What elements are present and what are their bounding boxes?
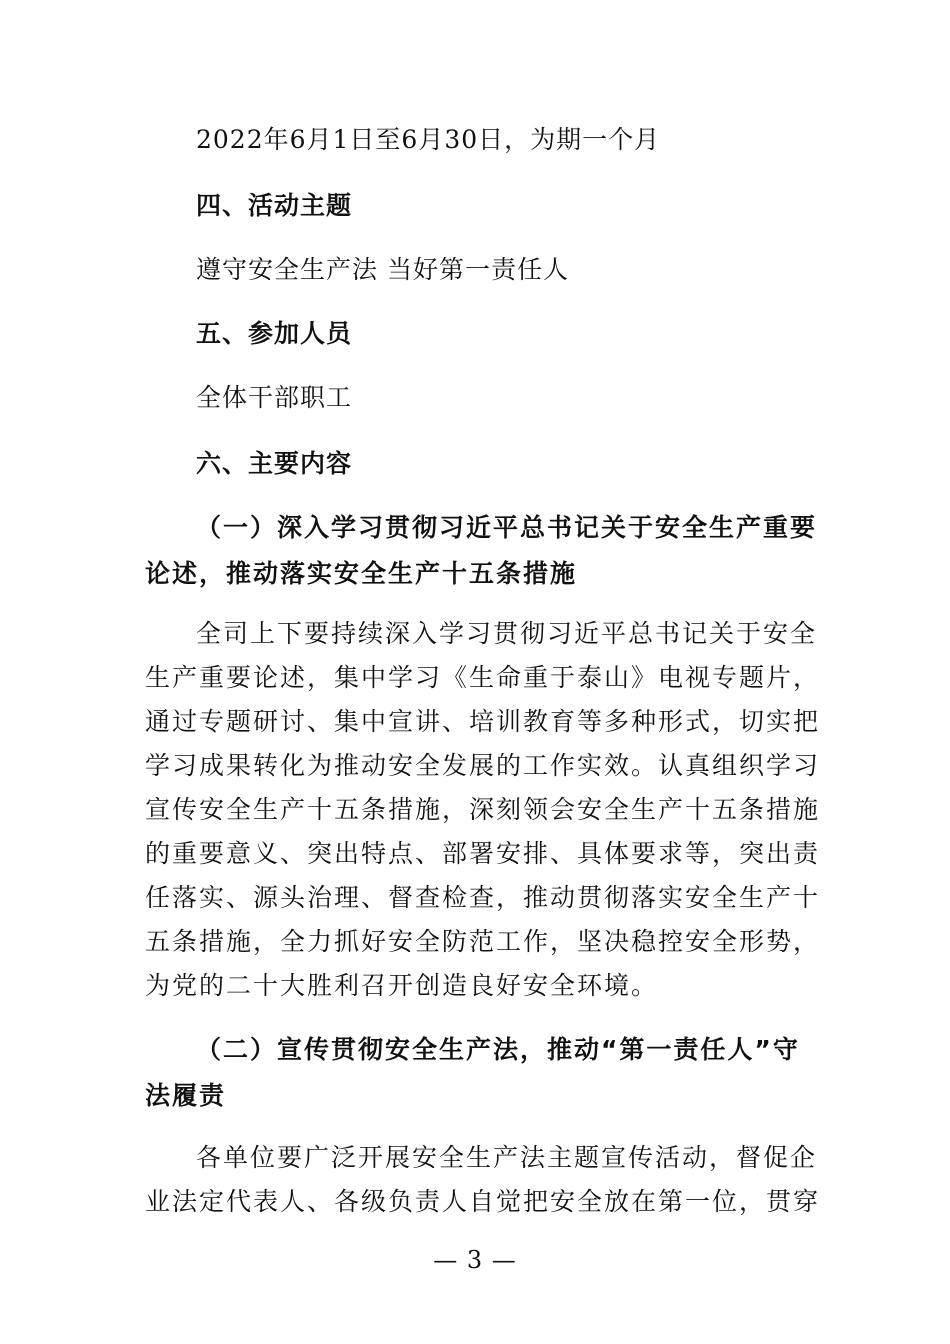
paragraph-one-line2: 生产重要论述，集中学习《生命重于泰山》电视专题片， (145, 663, 821, 692)
section-heading-theme: 四、活动主题 (196, 191, 353, 220)
paragraph-one-line1: 全司上下要持续深入学习贯彻习近平总书记关于安全 (196, 619, 818, 648)
paragraph-two-line1: 各单位要广泛开展安全生产法主题宣传活动，督促企 (196, 1143, 818, 1172)
paragraph-one-line9: 为党的二十大胜利召开创造良好安全环境。 (145, 971, 659, 1000)
theme-text: 遵守安全生产法 当好第一责任人 (196, 255, 569, 284)
paragraph-one-line8: 五条措施，全力抓好安全防范工作，坚决稳控安全形势， (145, 927, 821, 956)
subheading-one-line2: 论述，推动落实安全生产十五条措施 (145, 559, 578, 588)
participants-text: 全体干部职工 (196, 383, 353, 412)
section-heading-participants: 五、参加人员 (196, 319, 353, 348)
paragraph-one-line5: 宣传安全生产十五条措施，深刻领会安全生产十五条措施 (145, 795, 821, 824)
paragraph-one-line7: 任落实、源头治理、督查检查，推动贯彻落实安全生产十 (145, 883, 821, 912)
date-range-text: 2022年6月1日至6月30日，为期一个月 (196, 125, 661, 154)
subheading-two-line2: 法履责 (145, 1081, 227, 1110)
paragraph-one-line6: 的重要意义、突出特点、部署安排、具体要求等，突出责 (145, 839, 821, 868)
paragraph-one-line4: 学习成果转化为推动安全发展的工作实效。认真组织学习 (145, 751, 821, 780)
paragraph-one-line3: 通过专题研讨、集中宣讲、培训教育等多种形式，切实把 (145, 707, 821, 736)
paragraph-two-line2: 业法定代表人、各级负责人自觉把安全放在第一位，贯穿 (145, 1187, 821, 1216)
subheading-one-line1: （一）深入学习贯彻习近平总书记关于安全生产重要 (196, 513, 818, 542)
section-heading-content: 六、主要内容 (196, 449, 353, 478)
page-number: — 3 — (433, 1246, 517, 1274)
subheading-two-line1: （二）宣传贯彻安全生产法，推动“第一责任人”守 (196, 1035, 800, 1064)
